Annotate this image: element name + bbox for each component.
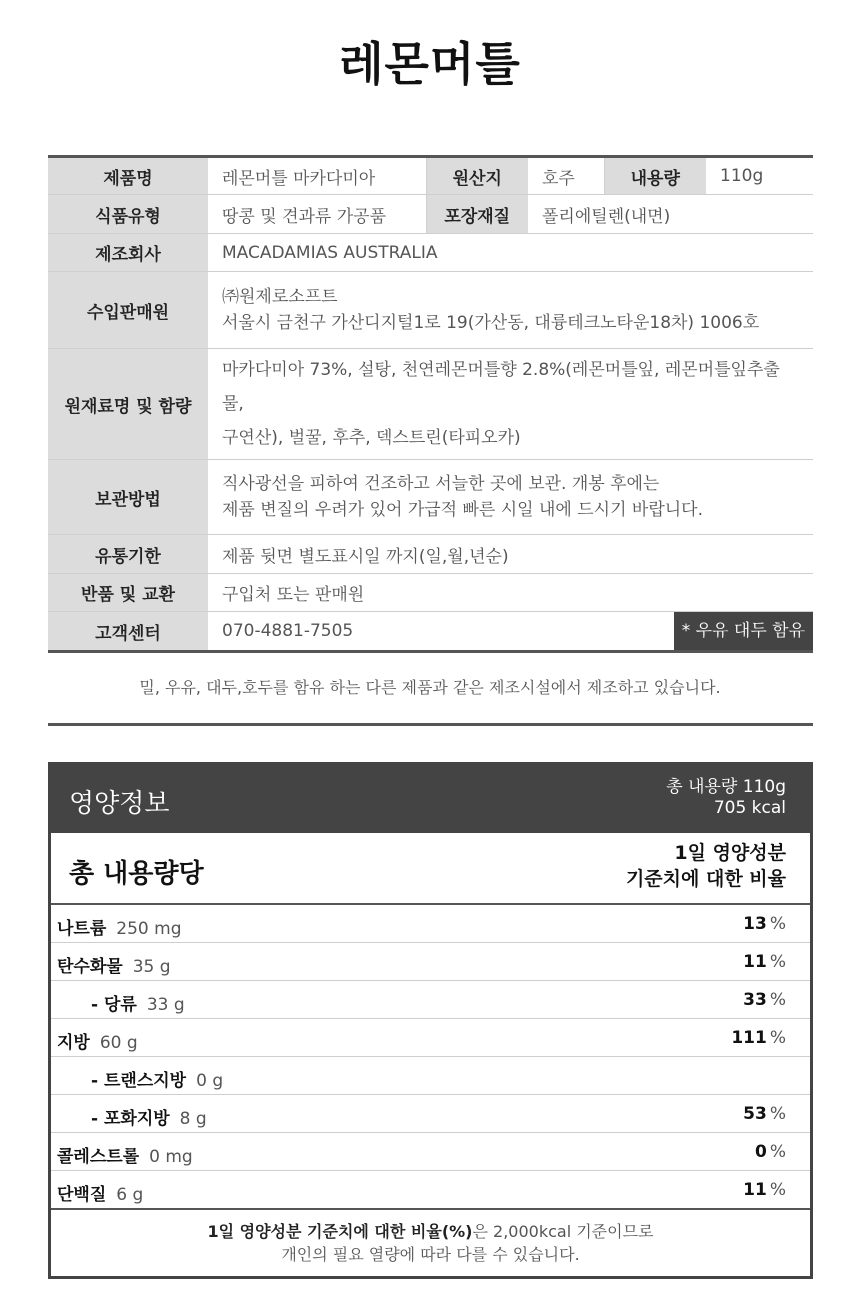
percent-unit: %: [769, 1180, 786, 1200]
nutrition-facts: [48, 762, 813, 1279]
storage-line-2: 제품 변질의 우려가 있어 가급적 빠른 시일 내에 드시기 바랍니다.: [222, 500, 704, 520]
origin-value: 호주: [528, 157, 604, 195]
nutrient-row-cholesterol: [51, 1133, 810, 1171]
nutrient-amount: 35 g: [132, 957, 171, 977]
nutrient-percent: 11: [743, 952, 767, 972]
allergy-notice: 밀, 우유, 대두,호두를 함유 하는 다른 제품과 같은 제조시설에서 제조하고 있습니다.: [139, 678, 721, 697]
daily-value-line-1: 1일 영양성분: [674, 842, 786, 864]
nutrient-row-saturated-fat: [51, 1095, 810, 1133]
nutrient-percent: 53: [743, 1104, 767, 1124]
importer-value: [208, 272, 813, 349]
footnote-line-2: 개인의 필요 열량에 따라 다를 수 있습니다.: [281, 1245, 580, 1264]
origin-label: 원산지: [426, 157, 528, 195]
percent-unit: %: [769, 1028, 786, 1048]
returns-value: 구입처 또는 판매원: [208, 574, 813, 612]
nutrient-row-trans-fat: [51, 1057, 810, 1095]
allergy-badge: * 우유 대두 함유: [674, 612, 813, 650]
nutrient-row-fat: [51, 1019, 810, 1057]
percent-unit: %: [769, 952, 786, 972]
nutrient-row-carbohydrate: [51, 943, 810, 981]
importer-label: 수입판매원: [48, 272, 208, 349]
nutrient-amount: 250 mg: [116, 919, 182, 939]
manufacturer-value: MACADAMIAS AUSTRALIA: [208, 234, 813, 272]
nutrient-name: 콜레스트롤: [57, 1147, 140, 1167]
importer-address: 서울시 금천구 가산디지털1로 19(가산동, 대륭테크노타운18차) 1006호: [222, 313, 760, 333]
storage-value: [208, 460, 813, 535]
nutrition-total: [666, 777, 786, 819]
food-type-value: 땅콩 및 견과류 가공품: [208, 195, 426, 234]
ingredients-label: 원재료명 및 함량: [48, 349, 208, 460]
nutrient-row-protein: [51, 1171, 810, 1210]
storage-label: 보관방법: [48, 460, 208, 535]
storage-line-1: 직사광선을 피하여 건조하고 서늘한 곳에 보관. 개봉 후에는: [222, 474, 660, 494]
volume-label: 내용량: [604, 157, 706, 195]
nutrition-footnote: [51, 1210, 810, 1266]
packaging-label: 포장재질: [426, 195, 528, 234]
product-name-value: 레몬머틀 마카다미아: [208, 157, 426, 195]
support-phone: 070-4881-7505: [222, 621, 354, 641]
nutrient-name: - 트랜스지방: [91, 1071, 187, 1091]
nutrient-percent: 11: [743, 1180, 767, 1200]
manufacturer-label: 제조회사: [48, 234, 208, 272]
nutrient-amount: 60 g: [99, 1033, 138, 1053]
nutrient-name: 단백질: [57, 1185, 107, 1205]
nutrient-name: 나트륨: [57, 919, 107, 939]
packaging-value: 폴리에틸렌(내면): [528, 195, 813, 234]
nutrient-amount: 0 g: [196, 1071, 224, 1091]
expiry-value: 제품 뒷면 별도표시일 까지(일,월,년순): [208, 535, 813, 574]
total-kcal: 705 kcal: [713, 798, 786, 818]
food-type-label: 식품유형: [48, 195, 208, 234]
product-name-label: 제품명: [48, 157, 208, 195]
nutrient-name: - 당류: [91, 995, 137, 1015]
percent-unit: %: [769, 1142, 786, 1162]
total-content: 총 내용량 110g: [666, 777, 786, 797]
nutrient-amount: 8 g: [179, 1109, 207, 1129]
ingredients-value: [208, 349, 813, 460]
nutrient-row-sugars: [51, 981, 810, 1019]
nutrient-name: - 포화지방: [91, 1109, 170, 1129]
daily-value-header: [626, 840, 786, 892]
nutrient-percent: 111: [731, 1028, 767, 1048]
nutrient-name: 지방: [57, 1033, 90, 1053]
ingredients-line-1: 마카다미아 73%, 설탕, 천연레몬머틀향 2.8%(레몬머틀잎, 레몬머틀잎추출물,: [222, 360, 780, 414]
nutrient-amount: 6 g: [116, 1185, 144, 1205]
per-serving-label: 총 내용량당: [69, 859, 204, 889]
support-label: 고객센터: [48, 612, 208, 652]
expiry-label: 유통기한: [48, 535, 208, 574]
percent-unit: %: [769, 990, 786, 1010]
ingredients-line-2: 구연산), 벌꿀, 후추, 덱스트린(타피오카): [222, 428, 521, 448]
nutrient-percent: 33: [743, 990, 767, 1010]
nutrient-amount: 0 mg: [149, 1147, 193, 1167]
daily-value-line-2: 기준치에 대한 비율: [625, 868, 786, 890]
section-divider: [48, 723, 813, 726]
nutrient-percent: 0: [755, 1142, 767, 1162]
percent-unit: %: [769, 1104, 786, 1124]
page-title: 레몬머틀: [339, 37, 521, 91]
nutrition-header: [51, 765, 810, 833]
footnote-bold: 1일 영양성분 기준치에 대한 비율(%): [207, 1222, 473, 1241]
nutrition-title: 영양정보: [69, 789, 170, 819]
nutrient-percent: 13: [743, 914, 767, 934]
nutrient-name: 탄수화물: [57, 957, 123, 977]
nutrient-amount: 33 g: [146, 995, 185, 1015]
nutrient-row-sodium: [51, 905, 810, 943]
volume-value: 110g: [706, 157, 813, 195]
per-serving-row: [51, 833, 810, 905]
importer-name: ㈜원제로소프트: [222, 287, 338, 307]
allergy-badge-cell: [604, 612, 813, 652]
returns-label: 반품 및 교환: [48, 574, 208, 612]
product-info-table: [48, 155, 813, 653]
percent-unit: %: [769, 914, 786, 934]
footnote-rest: 은 2,000kcal 기준이므로: [472, 1222, 654, 1241]
